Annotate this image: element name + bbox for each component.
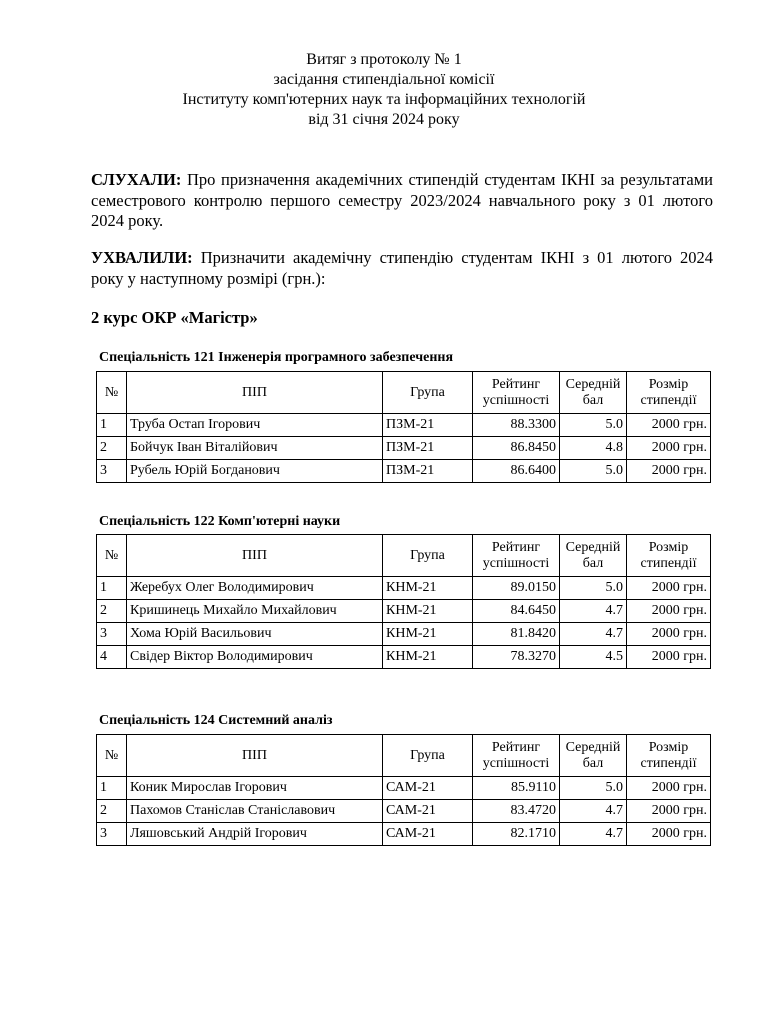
cell-rating: 89.0150 <box>473 577 560 600</box>
col-header-num: № <box>97 535 127 577</box>
table-row <box>97 777 711 800</box>
cell-name: Рубель Юрій Богданович <box>127 460 383 483</box>
col-header-group: Група <box>383 735 473 777</box>
cell-amount: 2000 грн. <box>627 823 711 846</box>
table-row <box>97 623 711 646</box>
scholarship-table <box>96 734 711 846</box>
cell-group: ПЗМ-21 <box>383 460 473 483</box>
cell-rating: 85.9110 <box>473 777 560 800</box>
cell-rating: 83.4720 <box>473 800 560 823</box>
cell-name: Бойчук Іван Віталійович <box>127 437 383 460</box>
cell-num: 1 <box>97 414 127 437</box>
course-title: 2 курс ОКР «Магістр» <box>91 308 258 327</box>
header-line-1: Витяг з протоколу № 1 <box>306 51 462 68</box>
cell-amount: 2000 грн. <box>627 623 711 646</box>
col-header-group: Група <box>383 372 473 414</box>
resolved-text: Призначити академічну стипендію студентам ІКНІ з 01 лютого 2024 року у наступному розмірі (грн.): <box>91 248 714 288</box>
table-row <box>97 460 711 483</box>
cell-average: 5.0 <box>560 460 627 483</box>
col-header-name: ПІП <box>127 535 383 577</box>
header-line-4: від 31 січня 2024 року <box>308 111 460 128</box>
cell-num: 1 <box>97 577 127 600</box>
cell-amount: 2000 грн. <box>627 646 711 669</box>
col-header-num: № <box>97 372 127 414</box>
specialty-title: Спеціальність 121 Інженерія програмного забезпечення <box>99 350 454 365</box>
table-header-row <box>97 372 711 414</box>
cell-amount: 2000 грн. <box>627 460 711 483</box>
cell-num: 3 <box>97 823 127 846</box>
cell-name: Жеребух Олег Володимирович <box>127 577 383 600</box>
table-row <box>97 600 711 623</box>
resolved-label: УХВАЛИЛИ: <box>91 248 193 267</box>
table-row <box>97 646 711 669</box>
cell-name: Коник Мирослав Ігорович <box>127 777 383 800</box>
table-row <box>97 414 711 437</box>
cell-rating: 78.3270 <box>473 646 560 669</box>
col-header-num: № <box>97 735 127 777</box>
col-header-rating: Рейтинг успішності <box>473 372 560 414</box>
cell-num: 2 <box>97 800 127 823</box>
cell-name: Кришинець Михайло Михайлович <box>127 600 383 623</box>
col-header-rating: Рейтинг успішності <box>473 735 560 777</box>
specialty-title: Спеціальність 124 Системний аналіз <box>99 713 333 728</box>
cell-name: Свідер Віктор Володимирович <box>127 646 383 669</box>
cell-average: 4.7 <box>560 823 627 846</box>
heard-label: СЛУХАЛИ: <box>91 170 182 189</box>
cell-num: 3 <box>97 460 127 483</box>
cell-group: САМ-21 <box>383 777 473 800</box>
col-header-average: Середній бал <box>560 735 627 777</box>
resolved-paragraph <box>91 248 713 289</box>
table-header-row <box>97 535 711 577</box>
col-header-group: Група <box>383 535 473 577</box>
cell-name: Хома Юрій Васильович <box>127 623 383 646</box>
cell-average: 4.8 <box>560 437 627 460</box>
cell-average: 5.0 <box>560 414 627 437</box>
table-row <box>97 800 711 823</box>
cell-num: 4 <box>97 646 127 669</box>
cell-rating: 86.6400 <box>473 460 560 483</box>
cell-name: Ляшовський Андрій Ігорович <box>127 823 383 846</box>
cell-average: 4.5 <box>560 646 627 669</box>
cell-group: ПЗМ-21 <box>383 414 473 437</box>
col-header-amount: Розмір стипендії <box>627 735 711 777</box>
cell-rating: 82.1710 <box>473 823 560 846</box>
cell-group: КНМ-21 <box>383 646 473 669</box>
scholarship-table <box>96 534 711 669</box>
cell-num: 2 <box>97 437 127 460</box>
col-header-amount: Розмір стипендії <box>627 372 711 414</box>
table-row <box>97 577 711 600</box>
cell-average: 4.7 <box>560 600 627 623</box>
document-header <box>0 50 768 130</box>
heard-text: Про призначення академічних стипендій студентам ІКНІ за результатами семестрового контролю першого семестру 2023/2024 навчального року з 01 лютого 2024 року. <box>91 170 714 230</box>
cell-rating: 81.8420 <box>473 623 560 646</box>
cell-group: КНМ-21 <box>383 623 473 646</box>
cell-num: 2 <box>97 600 127 623</box>
heard-paragraph <box>91 170 713 232</box>
cell-average: 4.7 <box>560 800 627 823</box>
cell-group: КНМ-21 <box>383 577 473 600</box>
specialty-title: Спеціальність 122 Комп'ютерні науки <box>99 514 341 529</box>
cell-amount: 2000 грн. <box>627 414 711 437</box>
table-header-row <box>97 735 711 777</box>
cell-group: САМ-21 <box>383 800 473 823</box>
cell-average: 4.7 <box>560 623 627 646</box>
col-header-name: ПІП <box>127 735 383 777</box>
cell-rating: 84.6450 <box>473 600 560 623</box>
cell-name: Пахомов Станіслав Станіславович <box>127 800 383 823</box>
cell-group: КНМ-21 <box>383 600 473 623</box>
cell-average: 5.0 <box>560 777 627 800</box>
cell-group: САМ-21 <box>383 823 473 846</box>
table-row <box>97 437 711 460</box>
cell-rating: 88.3300 <box>473 414 560 437</box>
cell-num: 3 <box>97 623 127 646</box>
cell-name: Труба Остап Ігорович <box>127 414 383 437</box>
col-header-rating: Рейтинг успішності <box>473 535 560 577</box>
scholarship-table <box>96 371 711 483</box>
table-row <box>97 823 711 846</box>
cell-rating: 86.8450 <box>473 437 560 460</box>
col-header-average: Середній бал <box>560 372 627 414</box>
cell-amount: 2000 грн. <box>627 800 711 823</box>
header-line-2: засідання стипендіальної комісії <box>273 71 495 88</box>
cell-group: ПЗМ-21 <box>383 437 473 460</box>
cell-amount: 2000 грн. <box>627 777 711 800</box>
cell-num: 1 <box>97 777 127 800</box>
cell-average: 5.0 <box>560 577 627 600</box>
header-line-3: Інституту комп'ютерних наук та інформаційних технологій <box>182 91 586 108</box>
col-header-name: ПІП <box>127 372 383 414</box>
cell-amount: 2000 грн. <box>627 600 711 623</box>
cell-amount: 2000 грн. <box>627 437 711 460</box>
col-header-average: Середній бал <box>560 535 627 577</box>
col-header-amount: Розмір стипендії <box>627 535 711 577</box>
cell-amount: 2000 грн. <box>627 577 711 600</box>
